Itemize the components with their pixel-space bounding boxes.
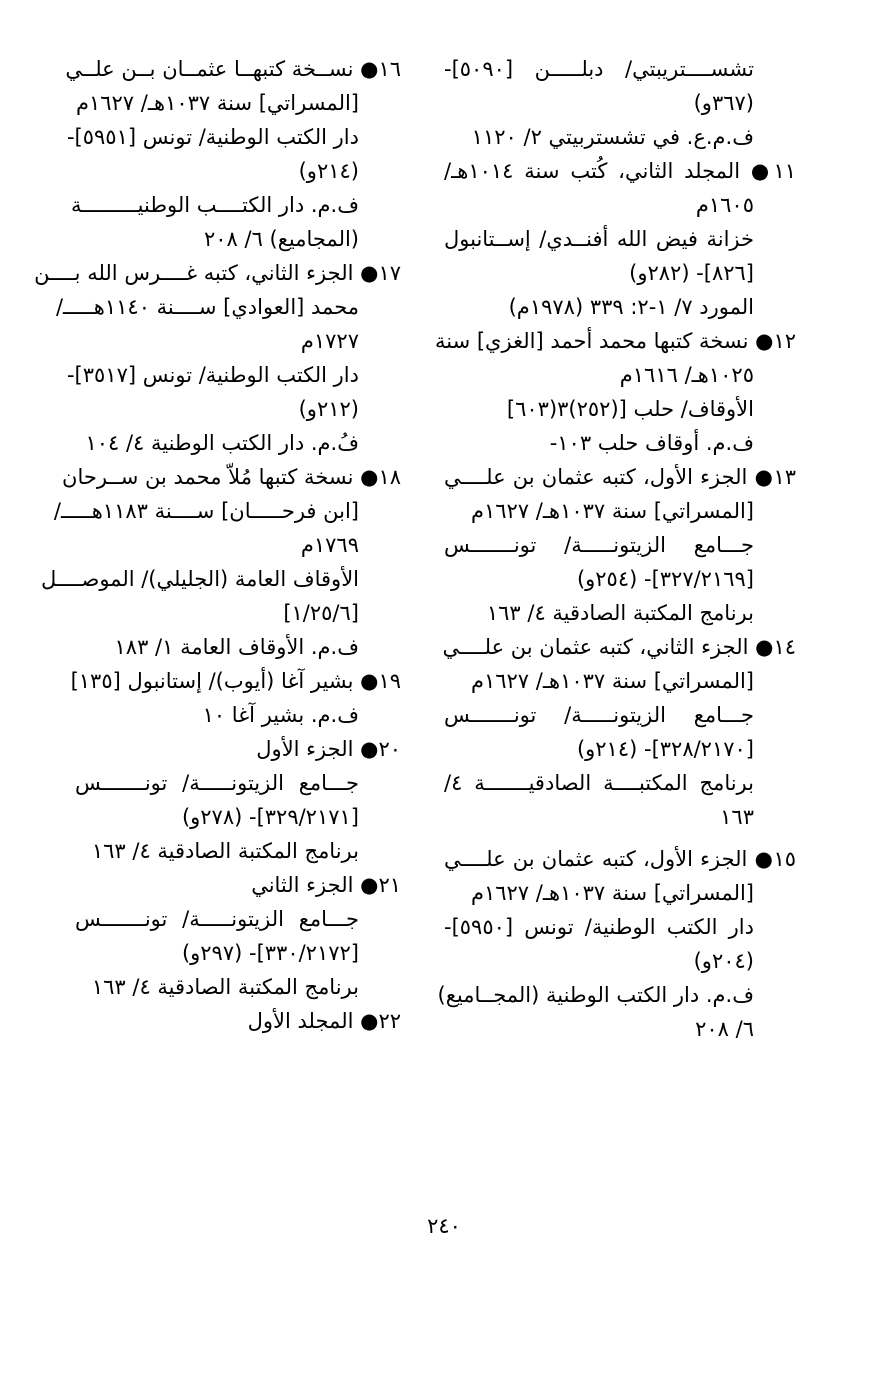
text-line: المورد ٧/ ١-٢: ٣٣٩ (١٩٧٨م) <box>508 295 754 319</box>
text-line: [ابن فرحـــــان] ســــنة ١١٨٣هـــــ/ <box>53 499 359 523</box>
left-column <box>34 52 401 1038</box>
text-line: دار الكتب الوطنية/ تونس [٣٥١٧]- <box>66 363 359 387</box>
text-line: ١٥● الجزء الأول، كتبه عثمان بن علــــي <box>444 847 796 871</box>
text-line: محمد [العوادي] ســــنة ١١٤٠هـــــ/ <box>55 295 359 319</box>
text-line: برنامج المكتبــــة الصادقيـــــــة ٤/ <box>444 771 754 795</box>
text-line: فُ.م. دار الكتب الوطنية ٤/ ١٠٤ <box>85 431 359 455</box>
text-line: ف.م. بشير آغا ١٠ <box>202 703 359 727</box>
text-line: ف.م.ع. في تشستربيتي ٢/ ١١٢٠ <box>471 125 754 149</box>
text-line: [٣٢٨/٢١٧٠]- (٢١٤و) <box>576 737 754 761</box>
text-line: جـــامع الزيتونـــــة/ تونـــــــس <box>75 907 359 931</box>
text-line: ١٦٣ <box>720 805 754 829</box>
text-line: خزانة فيض الله أفنــدي/ إســتانبول <box>444 227 754 251</box>
text-line: [٣٢٧/٢١٦٩]- (٢٥٤و) <box>576 567 754 591</box>
text-line: ١٢● نسخة كتبها محمد أحمد [الغزي] سنة <box>435 329 796 353</box>
text-line: ١٧● الجزء الثاني، كتبه غــــرس الله بــــن <box>34 261 401 285</box>
text-line: ٦/ ٢٠٨ <box>695 1017 754 1041</box>
text-line: ف.م. الأوقاف العامة ١/ ١٨٣ <box>114 635 359 659</box>
text-line: دار الكتب الوطنية/ تونس [٥٩٥٠]- <box>444 915 754 939</box>
text-line: ١٩● بشير آغا (أيوب)/ إستانبول [١٣٥] <box>70 669 401 693</box>
text-line: جـــامع الزيتونـــــة/ تونـــــــس <box>75 771 359 795</box>
right-column <box>435 52 796 1046</box>
text-line: برنامج المكتبة الصادقية ٤/ ١٦٣ <box>91 975 359 999</box>
text-line: الأوقاف/ حلب [(٢٥٢)٣(٦٠٣] <box>506 397 754 421</box>
text-line: ١٣● الجزء الأول، كتبه عثمان بن علــــي <box>444 465 796 489</box>
text-line: ١٧٢٧م <box>300 329 359 353</box>
text-line: برنامج المكتبة الصادقية ٤/ ١٦٣ <box>91 839 359 863</box>
page-number: ٢٤٠ <box>427 1214 461 1238</box>
text-line: [١/٢٥/٦] <box>283 601 359 625</box>
text-line: ١٧٦٩م <box>300 533 359 557</box>
text-line: [٣٣٠/٢١٧٢]- (٢٩٧و) <box>181 941 359 965</box>
text-line: ١٦٠٥م <box>695 193 754 217</box>
text-line: ٢٠● الجزء الأول <box>256 737 401 761</box>
text-line: ٢٢● المجلد الأول <box>247 1009 401 1033</box>
text-line: جـــامع الزيتونـــــة/ تونـــــــس <box>444 533 754 557</box>
text-line: دار الكتب الوطنية/ تونس [٥٩٥١]- <box>66 125 359 149</box>
text-line: ١١● المجلد الثاني، كُتب سنة ١٠١٤هـ/ <box>444 159 796 183</box>
text-line: (٢١٢و) <box>298 397 359 421</box>
text-line: [المسراتي] سنة ١٠٣٧هـ/ ١٦٢٧م <box>75 91 359 115</box>
text-line: [المسراتي] سنة ١٠٣٧هـ/ ١٦٢٧م <box>470 669 754 693</box>
text-line: الأوقاف العامة (الجليلي)/ الموصــــل <box>40 567 359 591</box>
text-line: تشســــتريبتي/ دبلـــــن [٥٠٩٠]- <box>444 57 754 81</box>
text-line: (المجاميع) ٦/ ٢٠٨ <box>203 227 359 251</box>
text-line: ف.م. أوقاف حلب ١٠٣- <box>549 431 754 455</box>
text-line: ف.م. دار الكتــــب الوطنيـــــــــة <box>71 193 359 217</box>
text-line: ١٦● نســخة كتبهــا عثمــان بــن علــي <box>65 57 401 81</box>
text-line: ف.م. دار الكتب الوطنية (المجــاميع) <box>437 983 754 1007</box>
text-line: [المسراتي] سنة ١٠٣٧هـ/ ١٦٢٧م <box>470 499 754 523</box>
text-line: [٣٢٩/٢١٧١]- (٢٧٨و) <box>181 805 359 829</box>
text-line: ١٠٢٥هـ/ ١٦١٦م <box>619 363 754 387</box>
text-line: (٢١٤و) <box>298 159 359 183</box>
text-line: (٣٦٧و) <box>693 91 754 115</box>
text-line: (٢٠٤و) <box>693 949 754 973</box>
text-line: [المسراتي] سنة ١٠٣٧هـ/ ١٦٢٧م <box>470 881 754 905</box>
text-line: ١٤● الجزء الثاني، كتبه عثمان بن علــــي <box>442 635 796 659</box>
text-line: [٨٢٦]- (٢٨٢و) <box>629 261 754 285</box>
text-line: ١٨● نسخة كتبها مُلاّ محمد بن ســرحان <box>62 465 401 489</box>
text-line: جـــامع الزيتونـــــة/ تونـــــــس <box>444 703 754 727</box>
text-line: ٢١● الجزء الثاني <box>251 873 401 897</box>
text-line: برنامج المكتبة الصادقية ٤/ ١٦٣ <box>486 601 754 625</box>
